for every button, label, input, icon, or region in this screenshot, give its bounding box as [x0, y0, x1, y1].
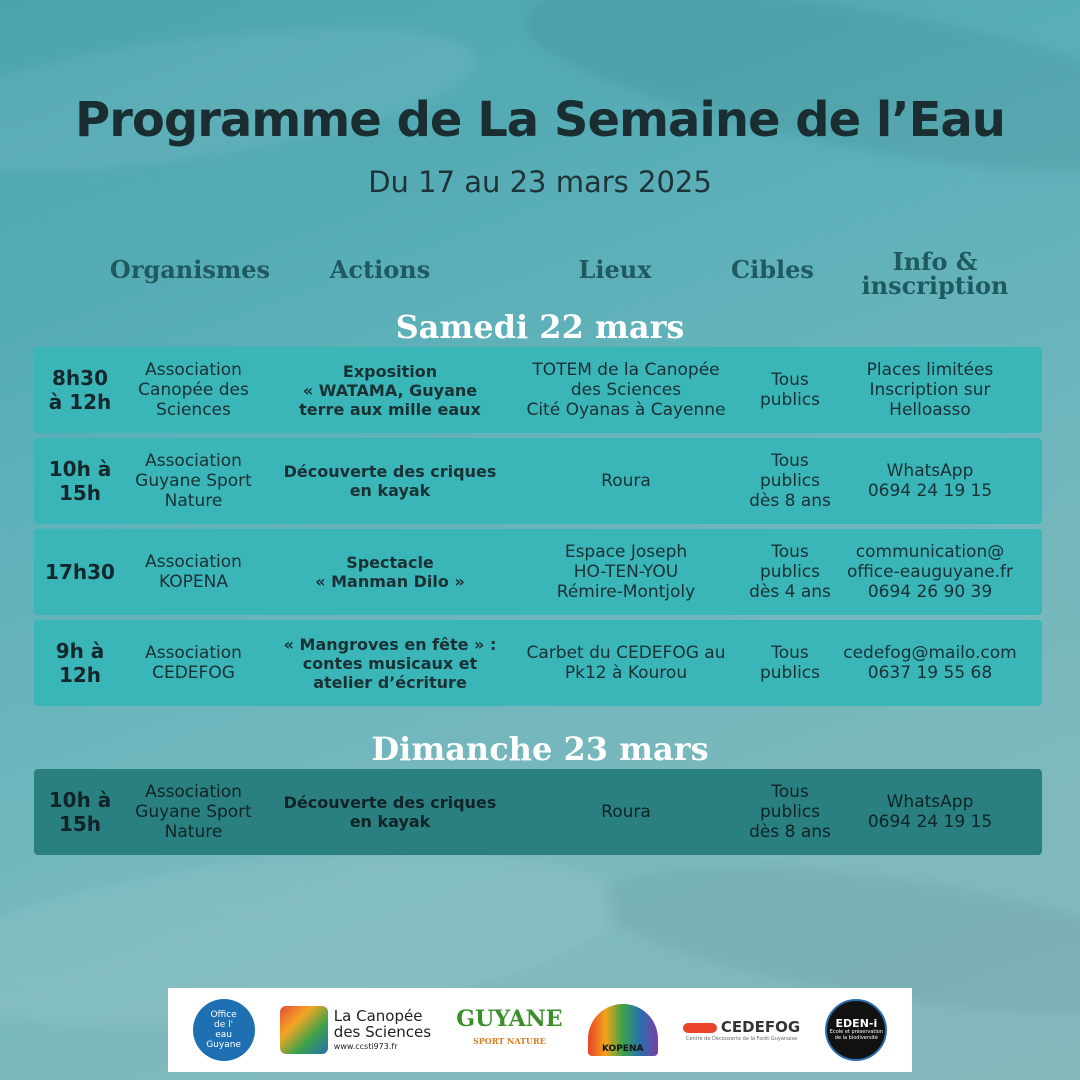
event-time	[34, 347, 126, 433]
event-organisme-line: Nature	[164, 491, 223, 511]
event-lieu-line: Roura	[601, 802, 651, 822]
event-info-line: Helloasso	[889, 400, 971, 420]
kopena-icon	[588, 1004, 658, 1056]
logo-guyane-sport-nature	[456, 1008, 562, 1052]
partner-logos-bar	[168, 988, 912, 1072]
column-header-cibles: Cibles	[731, 255, 814, 284]
event-organisme	[126, 769, 261, 855]
event-cible-line: Tous	[771, 782, 809, 802]
event-info	[834, 620, 1026, 706]
event-lieu-line: TOTEM de la Canopée	[532, 360, 720, 380]
logo-kopena	[588, 1004, 658, 1056]
event-lieu-line: Pk12 à Kourou	[564, 663, 688, 683]
event-cible	[746, 438, 834, 524]
page-subtitle: Du 17 au 23 mars 2025	[368, 165, 712, 199]
event-organisme	[126, 347, 261, 433]
event-time-line: 15h	[58, 481, 102, 505]
event-lieu-line: Rémire-Montjoly	[556, 582, 696, 602]
event-cible	[746, 769, 834, 855]
event-lieu-line: Roura	[601, 471, 651, 491]
logo-text: La Canopée	[333, 1006, 423, 1025]
column-header-info-line: Info &	[892, 247, 978, 276]
event-action	[278, 769, 502, 855]
event-cible-line: publics	[759, 663, 820, 683]
event-cible-line: publics	[759, 390, 820, 410]
event-action	[278, 529, 502, 615]
event-lieu	[506, 347, 746, 433]
event-organisme-line: Association	[145, 643, 242, 663]
logo-cedefog	[683, 1018, 800, 1042]
event-info	[834, 769, 1026, 855]
event-time-line: 15h	[58, 812, 102, 836]
event-cible-line: Tous	[771, 451, 809, 471]
logo-office-eau	[193, 999, 255, 1061]
page-title: Programme de La Semaine de l’Eau	[75, 92, 1005, 148]
event-time-line: 10h à	[48, 457, 112, 481]
logo-text: Centre de Découverte de la Forêt Guyanaise	[685, 1036, 798, 1042]
logo-text: Ecole et préservation de la biodiversité	[829, 1029, 883, 1041]
event-organisme	[126, 529, 261, 615]
event-row	[34, 529, 1042, 615]
event-info-line: cedefog@mailo.com	[843, 643, 1017, 663]
event-lieu-line: des Sciences	[570, 380, 682, 400]
event-organisme-line: CEDEFOG	[152, 663, 235, 683]
event-time	[34, 769, 126, 855]
logo-text: EDEN-i	[835, 1017, 878, 1030]
event-cible-line: dès 8 ans	[749, 491, 831, 511]
event-action-line: « Manman Dilo »	[315, 572, 465, 591]
event-info	[834, 438, 1026, 524]
event-info-line: Places limitées	[866, 360, 994, 380]
logo-text: GUYANE	[456, 1006, 563, 1032]
event-lieu-line: Espace Joseph	[564, 542, 688, 562]
event-row	[34, 620, 1042, 706]
column-header-lieux: Lieux	[578, 255, 652, 284]
event-time	[34, 620, 126, 706]
event-organisme-line: Canopée des	[138, 380, 249, 400]
event-time	[34, 438, 126, 524]
event-time-line: à 12h	[48, 390, 112, 414]
event-cible-line: publics	[759, 562, 820, 582]
event-info-line: 0694 26 90 39	[867, 582, 993, 602]
event-organisme-line: Association	[145, 360, 242, 380]
event-organisme-line: KOPENA	[159, 572, 228, 592]
event-cible-line: publics	[759, 471, 820, 491]
event-organisme	[126, 438, 261, 524]
event-organisme-line: Guyane Sport	[135, 802, 252, 822]
event-time-line: 12h	[58, 663, 102, 687]
event-action	[278, 620, 502, 706]
cube-icon	[280, 1006, 328, 1054]
event-time-line: 17h30	[45, 560, 115, 584]
event-time	[34, 529, 126, 615]
logo-text: SPORT NATURE	[473, 1036, 546, 1046]
event-action-line: terre aux mille eaux	[299, 399, 481, 419]
event-organisme-line: Association	[145, 552, 242, 572]
event-info-line: Inscription sur	[869, 380, 991, 400]
cedefog-main	[683, 1018, 800, 1036]
logo-text: www.ccsti973.fr	[333, 1041, 398, 1051]
event-lieu-line: Carbet du CEDEFOG au	[526, 643, 726, 663]
event-lieu	[506, 529, 746, 615]
event-time-line: 9h à	[55, 639, 105, 663]
logo-text: KOPENA	[601, 1044, 644, 1054]
event-info-line: WhatsApp	[886, 792, 974, 812]
event-organisme	[126, 620, 261, 706]
cedefog-mark-icon	[683, 1023, 717, 1033]
eden-icon	[825, 999, 887, 1061]
logo-text: Office	[210, 1010, 237, 1020]
event-lieu-line: Cité Oyanas à Cayenne	[526, 400, 726, 420]
event-time-line: 8h30	[52, 366, 108, 390]
event-cible	[746, 529, 834, 615]
event-info-line: WhatsApp	[886, 461, 974, 481]
event-action-line: Découverte des criques	[283, 793, 497, 812]
logo-text: CEDEFOG	[720, 1018, 801, 1036]
logo-eden-i	[825, 999, 887, 1061]
event-info-line: 0637 19 55 68	[867, 663, 993, 683]
logo-text: des Sciences	[333, 1022, 432, 1041]
event-action-line: Spectacle	[346, 553, 434, 572]
event-info	[834, 347, 1026, 433]
event-lieu-line: HO-TEN-YOU	[573, 562, 679, 582]
event-row	[34, 347, 1042, 433]
column-header-actions: Actions	[329, 255, 431, 284]
day-heading-samedi: Samedi 22 mars	[395, 308, 685, 346]
office-eau-icon	[193, 999, 255, 1061]
event-action-line: contes musicaux et	[302, 653, 478, 673]
event-action-line: Découverte des criques	[283, 462, 497, 481]
event-organisme-line: Association	[145, 782, 242, 802]
logo-text: eau	[215, 1030, 232, 1040]
day-heading-dimanche: Dimanche 23 mars	[371, 730, 709, 768]
event-cible-line: dès 4 ans	[749, 582, 831, 602]
logo-canopee	[280, 1006, 431, 1054]
event-info-line: 0694 24 19 15	[867, 481, 993, 501]
event-organisme-line: Guyane Sport	[135, 471, 252, 491]
event-organisme-line: Nature	[164, 822, 223, 842]
event-action	[278, 438, 502, 524]
event-action-line: en kayak	[349, 481, 431, 500]
event-organisme-line: Sciences	[156, 400, 231, 420]
column-header-organismes: Organismes	[109, 255, 271, 284]
event-action-line: Exposition	[342, 361, 438, 381]
event-organisme-line: Association	[145, 451, 242, 471]
event-action-line: « Mangroves en fête » :	[283, 634, 497, 654]
event-cible-line: dès 8 ans	[749, 822, 831, 842]
event-info	[834, 529, 1026, 615]
event-action-line: « WATAMA, Guyane	[302, 380, 478, 400]
event-cible	[746, 620, 834, 706]
column-header-info-line: inscription	[861, 271, 1009, 300]
event-lieu	[506, 769, 746, 855]
event-row	[34, 438, 1042, 524]
canopee-text	[334, 1008, 431, 1053]
event-cible-line: Tous	[771, 643, 809, 663]
event-cible-line: Tous	[771, 542, 809, 562]
event-info-line: communication@	[855, 542, 1005, 562]
event-info-line: 0694 24 19 15	[867, 812, 993, 832]
event-lieu	[506, 620, 746, 706]
event-time-line: 10h à	[48, 788, 112, 812]
event-cible	[746, 347, 834, 433]
event-action-line: atelier d’écriture	[313, 672, 467, 692]
event-action	[278, 347, 502, 433]
logo-text: de l'	[214, 1020, 234, 1030]
event-cible-line: Tous	[771, 370, 809, 390]
event-lieu	[506, 438, 746, 524]
event-row	[34, 769, 1042, 855]
column-header-info	[845, 247, 1025, 300]
event-info-line: office-eauguyane.fr	[846, 562, 1014, 582]
logo-text: Guyane	[206, 1040, 241, 1050]
event-cible-line: publics	[759, 802, 820, 822]
event-action-line: en kayak	[349, 812, 431, 831]
